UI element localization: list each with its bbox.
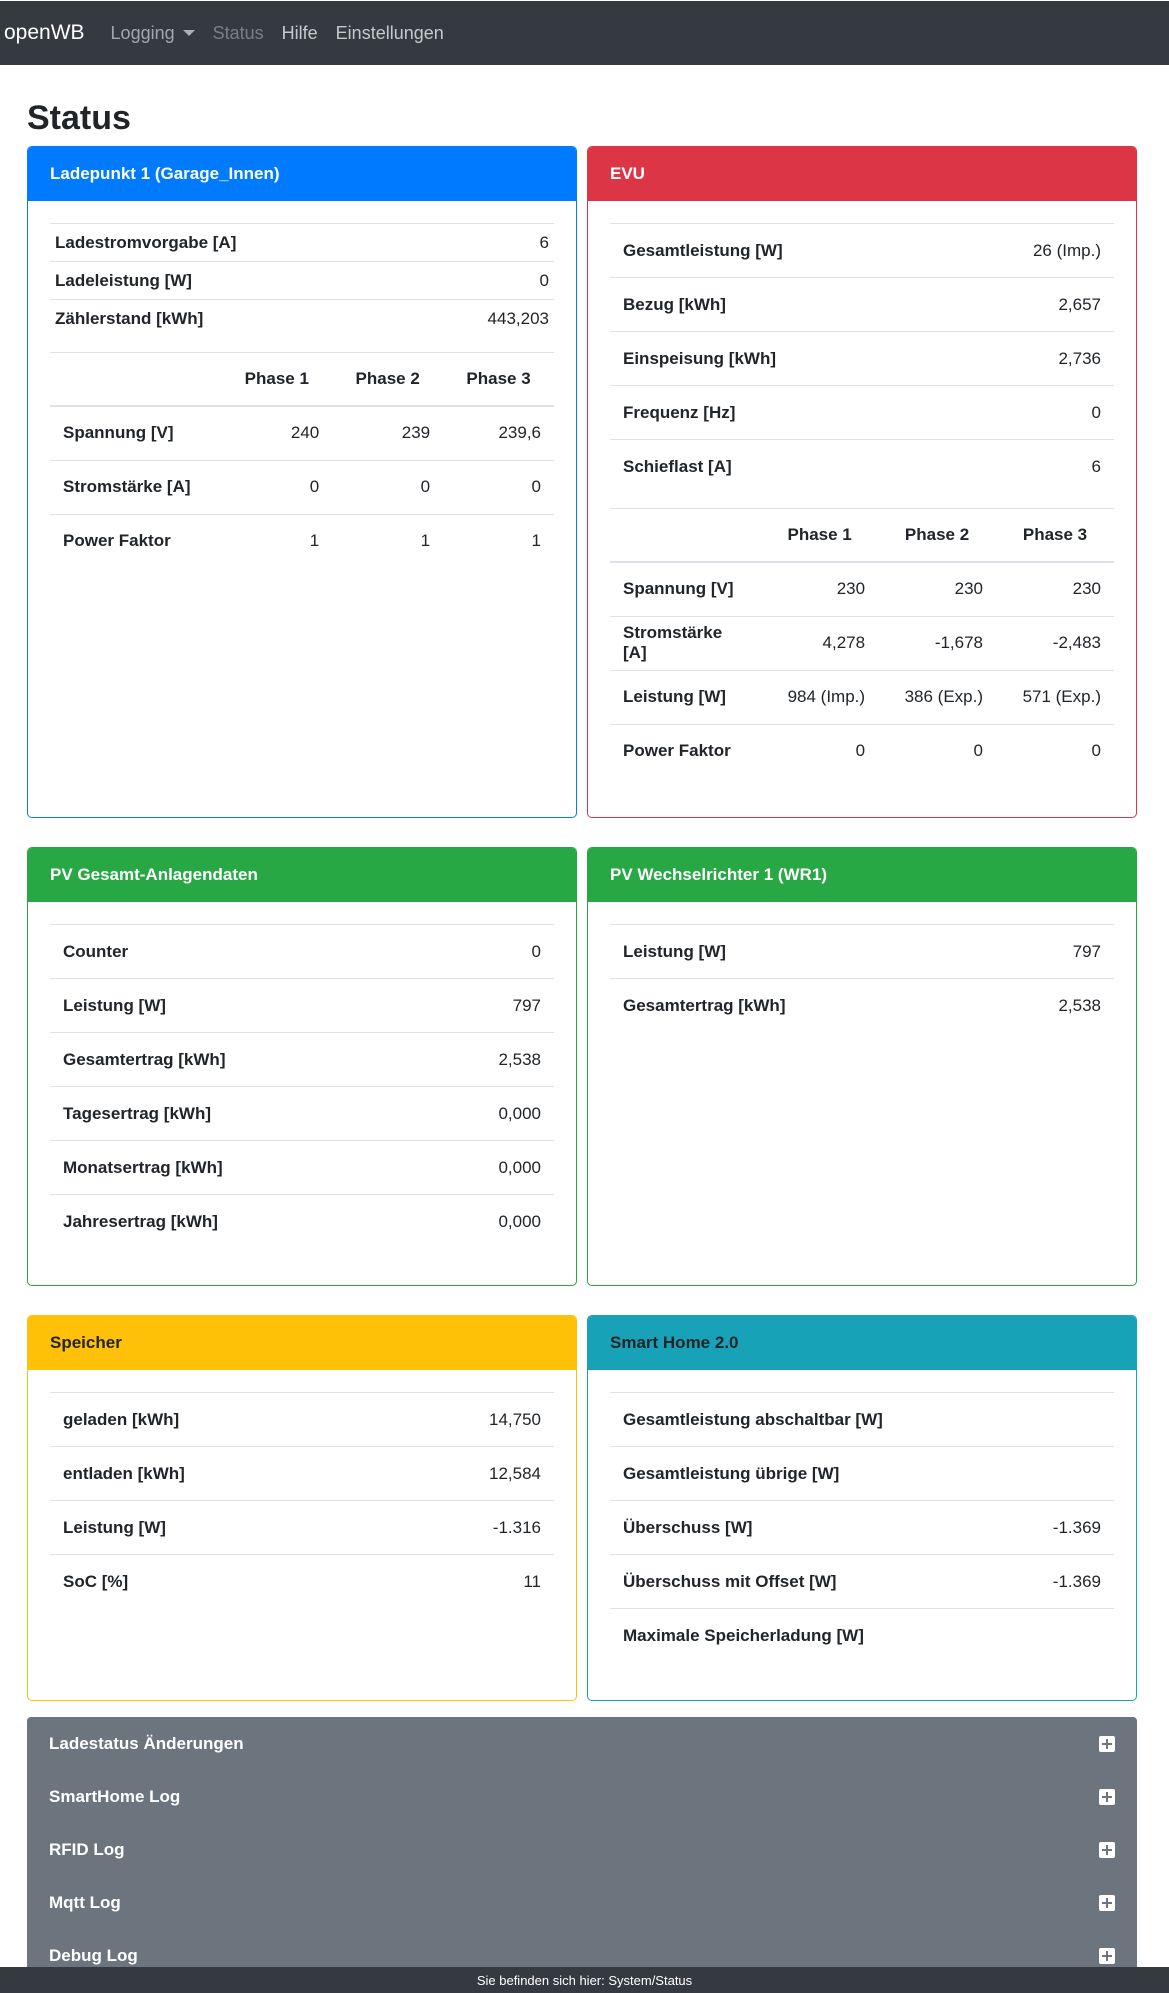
row-value: -1.316 bbox=[380, 1501, 554, 1555]
cell-value: 4,278 bbox=[761, 616, 878, 670]
row-value: 11 bbox=[380, 1555, 554, 1609]
cell-value: 230 bbox=[878, 562, 996, 616]
table-row bbox=[50, 1195, 554, 1249]
row-label: Frequenz [Hz] bbox=[610, 386, 945, 440]
speicher-table bbox=[50, 1392, 554, 1609]
caret-down-icon bbox=[183, 30, 195, 36]
speicher-card bbox=[27, 1315, 577, 1701]
cell-value: 571 (Exp.) bbox=[996, 670, 1114, 724]
row-label: Gesamtertrag [kWh] bbox=[50, 1033, 420, 1087]
cell-value: 230 bbox=[996, 562, 1114, 616]
log-rfid-toggle[interactable] bbox=[27, 1823, 1137, 1876]
cell-value: -2,483 bbox=[996, 616, 1114, 670]
table-row bbox=[50, 1087, 554, 1141]
row-label: Power Faktor bbox=[610, 724, 761, 778]
row-value: 6 bbox=[945, 440, 1114, 494]
table-row bbox=[50, 224, 554, 262]
row-label: Power Faktor bbox=[50, 514, 221, 568]
cell-value: 0 bbox=[996, 724, 1114, 778]
cell-value: 0 bbox=[761, 724, 878, 778]
table-row bbox=[50, 1447, 554, 1501]
cell-value: -1,678 bbox=[878, 616, 996, 670]
log-debug-toggle[interactable] bbox=[27, 1929, 1137, 1967]
log-smarthome-toggle[interactable] bbox=[27, 1770, 1137, 1823]
row-value: 14,750 bbox=[380, 1393, 554, 1447]
row-label: Ladestromvorgabe [A] bbox=[50, 224, 417, 262]
row-value: 0 bbox=[417, 262, 554, 300]
table-row bbox=[610, 979, 1114, 1033]
pv-wechselrichter-card-header: PV Wechselrichter 1 (WR1) bbox=[588, 848, 1136, 902]
phase-header: Phase 1 bbox=[221, 352, 332, 406]
cell-value: 239,6 bbox=[443, 406, 554, 460]
plus-square-icon[interactable] bbox=[1099, 1895, 1115, 1911]
row-value bbox=[1010, 1609, 1114, 1663]
row-label: Schieflast [A] bbox=[610, 440, 945, 494]
phase-header: Phase 3 bbox=[443, 352, 554, 406]
table-row bbox=[610, 616, 1114, 670]
row-value: 797 bbox=[980, 925, 1114, 979]
evu-summary-table bbox=[610, 223, 1114, 494]
row-label: Spannung [V] bbox=[50, 406, 221, 460]
row-label: Leistung [W] bbox=[50, 1501, 380, 1555]
ladepunkt-phase-table bbox=[50, 352, 554, 569]
log-label: RFID Log bbox=[49, 1839, 125, 1859]
row-value: 0,000 bbox=[420, 1141, 554, 1195]
smarthome-card bbox=[587, 1315, 1137, 1701]
phase-header: Phase 1 bbox=[761, 508, 878, 562]
row-label: Counter bbox=[50, 925, 420, 979]
table-row bbox=[610, 1609, 1114, 1663]
smarthome-card-header: Smart Home 2.0 bbox=[588, 1316, 1136, 1370]
table-row bbox=[50, 979, 554, 1033]
table-row bbox=[610, 925, 1114, 979]
plus-square-icon[interactable] bbox=[1099, 1789, 1115, 1805]
row-value: 12,584 bbox=[380, 1447, 554, 1501]
table-header-row bbox=[50, 352, 554, 406]
table-row bbox=[50, 460, 554, 514]
row-label: Monatsertrag [kWh] bbox=[50, 1141, 420, 1195]
cell-value: 1 bbox=[332, 514, 443, 568]
phase-header: Phase 3 bbox=[996, 508, 1114, 562]
ladepunkt-summary-table bbox=[50, 223, 554, 338]
table-row bbox=[50, 1141, 554, 1195]
table-row bbox=[50, 925, 554, 979]
row-label: Tagesertrag [kWh] bbox=[50, 1087, 420, 1141]
cell-value: 0 bbox=[221, 460, 332, 514]
row-value bbox=[1010, 1447, 1114, 1501]
row-label: Gesamtleistung abschaltbar [W] bbox=[610, 1393, 1010, 1447]
row-value: -1.369 bbox=[1010, 1501, 1114, 1555]
row-value: 2,657 bbox=[945, 278, 1114, 332]
cell-value: 240 bbox=[221, 406, 332, 460]
row-label: Spannung [V] bbox=[610, 562, 761, 616]
pv-gesamt-card bbox=[27, 847, 577, 1286]
table-row bbox=[610, 1447, 1114, 1501]
row-label: Bezug [kWh] bbox=[610, 278, 945, 332]
row-value: 0 bbox=[420, 925, 554, 979]
row-value: 2,736 bbox=[945, 332, 1114, 386]
cell-value: 984 (Imp.) bbox=[761, 670, 878, 724]
plus-square-icon[interactable] bbox=[1099, 1736, 1115, 1752]
row-label: Gesamtleistung übrige [W] bbox=[610, 1447, 1010, 1501]
log-label: SmartHome Log bbox=[49, 1786, 181, 1806]
row-label: Einspeisung [kWh] bbox=[610, 332, 945, 386]
row-label: Jahresertrag [kWh] bbox=[50, 1195, 420, 1249]
cell-value: 230 bbox=[761, 562, 878, 616]
table-row bbox=[610, 332, 1114, 386]
log-mqtt-toggle[interactable] bbox=[27, 1876, 1137, 1929]
row-value: 26 (Imp.) bbox=[945, 224, 1114, 278]
row-label: Maximale Speicherladung [W] bbox=[610, 1609, 1010, 1663]
row-value: 0,000 bbox=[420, 1087, 554, 1141]
table-row bbox=[50, 1501, 554, 1555]
row-value: -1.369 bbox=[1010, 1555, 1114, 1609]
nav-logging-label: Logging bbox=[110, 22, 175, 43]
row-value: 0,000 bbox=[420, 1195, 554, 1249]
table-row bbox=[50, 262, 554, 300]
table-row bbox=[50, 1555, 554, 1609]
nav-logging-dropdown[interactable] bbox=[111, 23, 195, 44]
plus-square-icon[interactable] bbox=[1099, 1842, 1115, 1858]
table-row bbox=[610, 386, 1114, 440]
ladepunkt-card bbox=[27, 146, 577, 818]
breadcrumb-footer: Sie befinden sich hier: System/Status bbox=[0, 1967, 1169, 1993]
pv-gesamt-card-header: PV Gesamt-Anlagendaten bbox=[28, 848, 576, 902]
row-label: Leistung [W] bbox=[610, 670, 761, 724]
table-row bbox=[610, 1501, 1114, 1555]
row-value: 443,203 bbox=[417, 300, 554, 338]
log-accordion bbox=[27, 1717, 1137, 1967]
cell-value: 1 bbox=[443, 514, 554, 568]
table-header-row bbox=[610, 508, 1114, 562]
phase-header: Phase 2 bbox=[332, 352, 443, 406]
cell-value: 0 bbox=[332, 460, 443, 514]
row-label: Stromstärke [A] bbox=[610, 616, 761, 670]
table-row bbox=[610, 724, 1114, 778]
cell-value: 0 bbox=[443, 460, 554, 514]
table-row bbox=[610, 278, 1114, 332]
row-value: 2,538 bbox=[980, 979, 1114, 1033]
cell-value: 1 bbox=[221, 514, 332, 568]
page-title: Status bbox=[27, 99, 131, 137]
table-row bbox=[50, 406, 554, 460]
plus-square-icon[interactable] bbox=[1099, 1948, 1115, 1964]
phase-header: Phase 2 bbox=[878, 508, 996, 562]
row-value: 6 bbox=[417, 224, 554, 262]
speicher-card-header: Speicher bbox=[28, 1316, 576, 1370]
brand-link[interactable]: openWB bbox=[4, 21, 85, 44]
row-label: Zählerstand [kWh] bbox=[50, 300, 417, 338]
table-row bbox=[50, 1393, 554, 1447]
nav-einstellungen[interactable]: Einstellungen bbox=[335, 22, 444, 43]
nav-hilfe[interactable]: Hilfe bbox=[281, 22, 318, 43]
cell-value: 0 bbox=[878, 724, 996, 778]
row-label: Stromstärke [A] bbox=[50, 460, 221, 514]
row-label: Gesamtleistung [W] bbox=[610, 224, 945, 278]
row-label: Ladeleistung [W] bbox=[50, 262, 417, 300]
row-label: Leistung [W] bbox=[610, 925, 980, 979]
table-row bbox=[610, 440, 1114, 494]
table-row bbox=[50, 1033, 554, 1087]
evu-card-header: EVU bbox=[588, 147, 1136, 201]
pv-wechselrichter-card bbox=[587, 847, 1137, 1286]
row-label: geladen [kWh] bbox=[50, 1393, 380, 1447]
nav-status[interactable]: Status bbox=[212, 22, 264, 43]
cell-value: 239 bbox=[332, 406, 443, 460]
table-row bbox=[50, 300, 554, 338]
evu-phase-table bbox=[610, 508, 1114, 779]
log-label: Debug Log bbox=[49, 1945, 138, 1965]
row-value bbox=[1010, 1393, 1114, 1447]
pv-wechselrichter-table bbox=[610, 924, 1114, 1033]
log-label: Mqtt Log bbox=[49, 1892, 121, 1912]
table-row bbox=[610, 562, 1114, 616]
table-row bbox=[610, 1393, 1114, 1447]
row-value: 2,538 bbox=[420, 1033, 554, 1087]
navbar bbox=[0, 1, 1169, 65]
table-row bbox=[610, 224, 1114, 278]
row-label: SoC [%] bbox=[50, 1555, 380, 1609]
row-label: Überschuss mit Offset [W] bbox=[610, 1555, 1010, 1609]
pv-gesamt-table bbox=[50, 924, 554, 1249]
log-ladestatus-toggle[interactable] bbox=[27, 1717, 1137, 1770]
row-label: Leistung [W] bbox=[50, 979, 420, 1033]
evu-card bbox=[587, 146, 1137, 818]
row-value: 0 bbox=[945, 386, 1114, 440]
row-label: Überschuss [W] bbox=[610, 1501, 1010, 1555]
ladepunkt-card-header: Ladepunkt 1 (Garage_Innen) bbox=[28, 147, 576, 201]
table-row bbox=[50, 514, 554, 568]
row-value: 797 bbox=[420, 979, 554, 1033]
row-label: Gesamtertrag [kWh] bbox=[610, 979, 980, 1033]
log-label: Ladestatus Änderungen bbox=[49, 1733, 244, 1753]
row-label: entladen [kWh] bbox=[50, 1447, 380, 1501]
cell-value: 386 (Exp.) bbox=[878, 670, 996, 724]
table-row bbox=[610, 1555, 1114, 1609]
table-row bbox=[610, 670, 1114, 724]
smarthome-table bbox=[610, 1392, 1114, 1663]
